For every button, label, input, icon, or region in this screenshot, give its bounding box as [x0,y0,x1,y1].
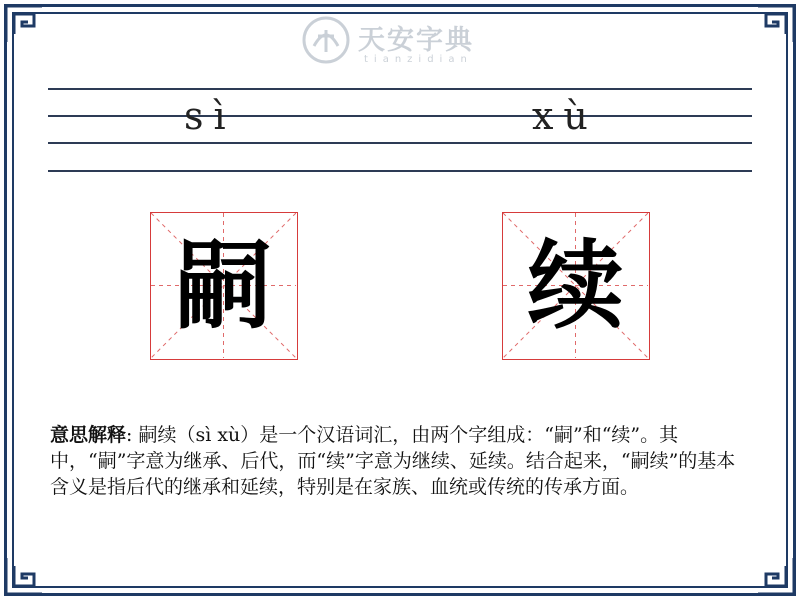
corner-ornament-icon [4,4,44,44]
pinyin-2: xù [532,94,598,138]
explanation-label: 意思解释 [50,424,127,446]
corner-ornament-icon [756,4,796,44]
logo-seal-icon [302,16,350,64]
pinyin-1: sì [184,94,236,138]
watermark [302,14,502,70]
watermark-subtitle: tianzidian [364,54,473,65]
explanation-text: : 嗣续（sì xù）是一个汉语词汇，由两个字组成：“嗣”和“续”。其中，“嗣”字意为继承、后代，而“续”字意为继续、延续。结合起来，“嗣续”的基本含义是指后代的继承和延续，特别是在家族、血统或传统的传承方面。 [50,424,736,498]
watermark-title: 天安字典 [358,25,474,56]
character-1: 嗣 [175,228,272,342]
character-grid-1 [150,212,298,360]
character-2: 续 [527,228,624,342]
corner-ornament-icon [756,556,796,596]
pinyin-ruled-lines [48,88,752,172]
corner-ornament-icon [4,556,44,596]
explanation-paragraph [50,422,752,500]
character-grid-2 [502,212,650,360]
